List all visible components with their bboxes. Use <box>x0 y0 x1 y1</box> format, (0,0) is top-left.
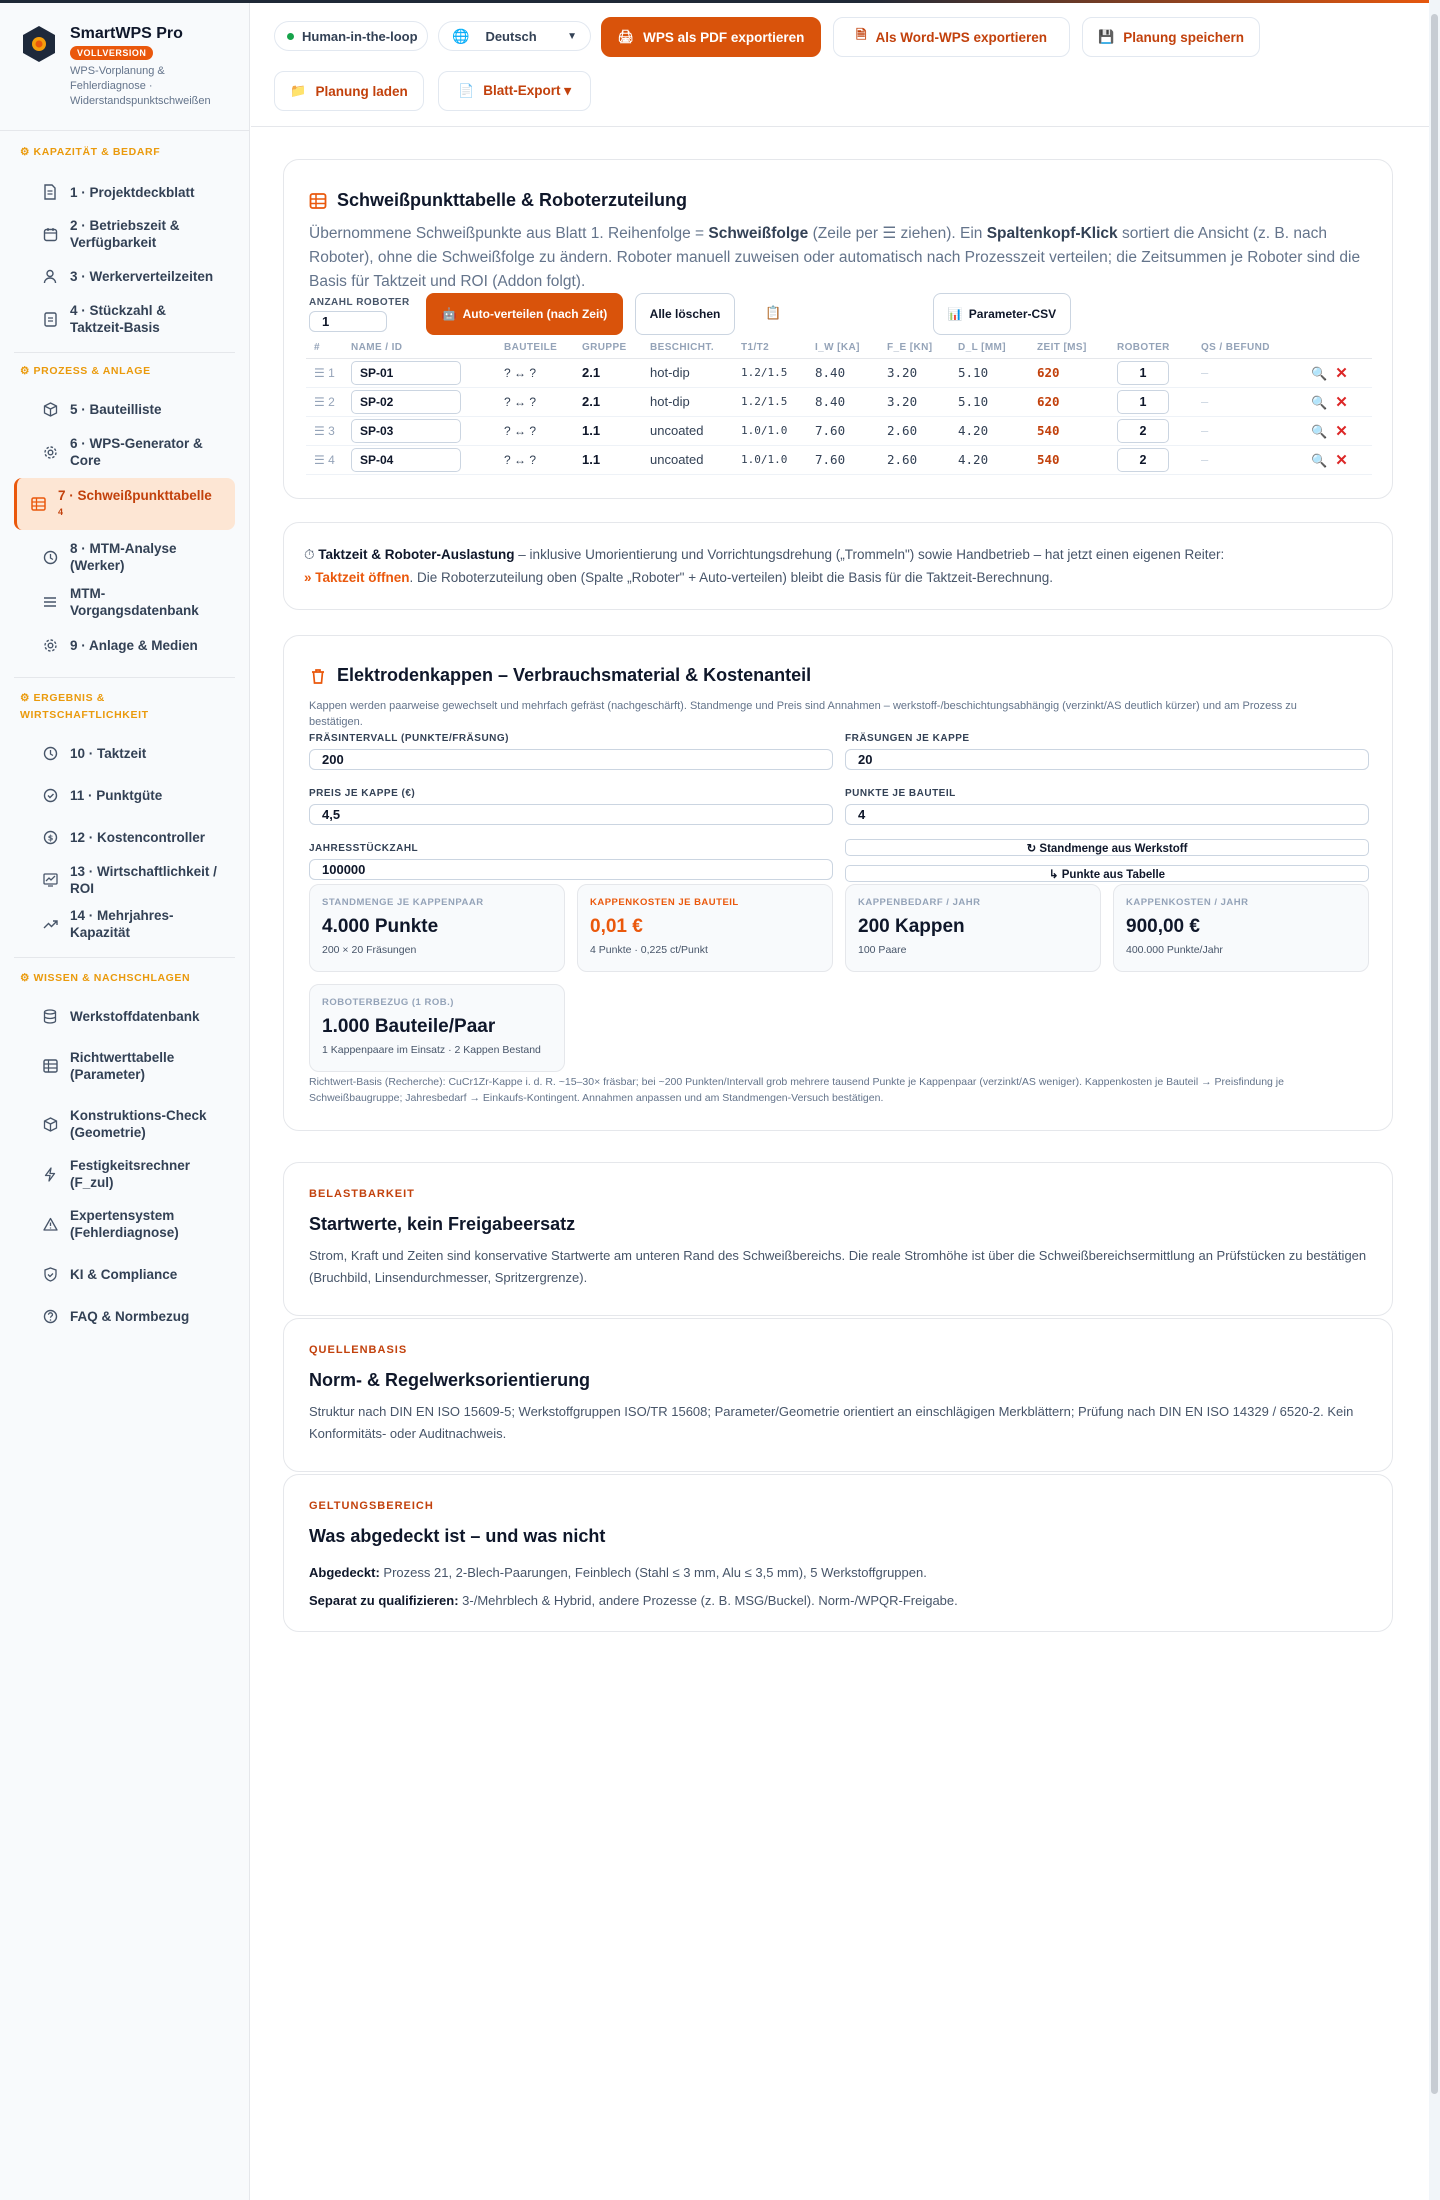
nav-item-label: 11 · Punktgüte <box>70 787 163 803</box>
clear-all-button[interactable]: Alle löschen <box>635 293 735 335</box>
logo-icon <box>22 25 56 63</box>
robot-input[interactable]: 2 <box>1117 448 1169 472</box>
qs-cell: – <box>1201 358 1311 387</box>
parts-cell: ? ↔ ? <box>504 358 582 387</box>
kpi-card <box>309 984 565 1072</box>
kpi-label: ROBOTERBEZUG (1 ROB.) <box>322 997 454 1008</box>
export-word-label: Als Word-WPS exportieren <box>875 29 1047 45</box>
time-cell: 620 <box>1037 358 1117 387</box>
clipboard-icon[interactable]: 📋 <box>765 305 782 320</box>
robot-input[interactable]: 1 <box>1117 361 1169 385</box>
points-from-table-button[interactable]: ↳ Punkte aus Tabelle <box>845 865 1369 882</box>
nav-section-title: ⚙ ERGEBNIS & WIRTSCHAFTLICHKEIT <box>20 692 149 721</box>
clipboard-icon <box>42 311 58 327</box>
diameter-cell: 4.20 <box>958 416 1037 445</box>
nav-item-label: 10 · Taktzeit <box>70 745 147 761</box>
nav-item-bauteilliste[interactable] <box>14 388 235 430</box>
field-label: PREIS JE KAPPE (€) <box>309 788 416 799</box>
field-label: FRÄSUNGEN JE KAPPE <box>845 733 970 744</box>
nav-item-label: Festigkeitsrechner (F_zul) <box>70 1158 191 1190</box>
brand-block <box>0 3 249 131</box>
caps-note: Richtwert-Basis (Recherche): CuCr1Zr-Kappe i. d. R. ~15–30× fräsbar; bei ~200 Punkten/Intervall grob mehrere tausend Punkte je Kappenpaar (verzinkt/AS weniger). Kappenkosten je Bauteil → Preisfindung je Schweißbaugruppe; Jahresbedarf → Einkaufs-Kontingent. Annahmen anpassen und am Standmengen-Versuch bestätigen. <box>309 1076 1284 1104</box>
points-card <box>283 159 1393 499</box>
robot-input[interactable]: 1 <box>1117 390 1169 414</box>
caps-intro: Kappen werden paarweise gewechselt und mehrfach gefräst (nachgeschärft). Standmenge und Preis sind Annahmen – werkstoff-/beschichtungsabhängig (verzinkt/AS deutlich kürzer) und am Prozess zu bestätigen. <box>309 700 1297 728</box>
robot-icon: 🤖 <box>441 307 457 321</box>
desc-bold: Spaltenkopf-Klick <box>986 225 1118 242</box>
diameter-cell: 4.20 <box>958 445 1037 474</box>
kpi-value: 200 Kappen <box>858 916 965 937</box>
kpi-sub: 400.000 Punkte/Jahr <box>1126 944 1223 956</box>
kpi-value: 0,01 € <box>590 916 643 937</box>
nav-item-taktzeit[interactable] <box>14 732 235 774</box>
nav-item-schweisspunkttabelle[interactable] <box>14 478 235 530</box>
app-subtitle: WPS-Vorplanung & Fehlerdiagnose · Widerstandspunktschweißen <box>70 65 211 107</box>
qs-cell: – <box>1201 416 1311 445</box>
folder-icon: 📁 <box>290 83 307 98</box>
auto-distribute-button[interactable] <box>426 293 623 335</box>
info-title: Startwerte, kein Freigabeersatz <box>309 1214 576 1234</box>
nav-section-title: ⚙ WISSEN & NACHSCHLAGEN <box>20 972 191 984</box>
info-bold: Abgedeckt: <box>309 1565 380 1580</box>
thickness-cell: 1.2/1.5 <box>741 358 815 387</box>
dollar-icon <box>42 829 58 845</box>
parameter-csv-button[interactable] <box>933 293 1071 335</box>
name-input[interactable]: SP-01 <box>351 361 461 385</box>
scrollbar-thumb[interactable] <box>1431 14 1438 2094</box>
col-header-actions <box>1311 337 1372 358</box>
nav-item-kostencontroller[interactable] <box>14 816 235 858</box>
nav-item-mehrjahres-kapazitaet[interactable] <box>14 902 235 946</box>
force-cell: 3.20 <box>887 358 958 387</box>
nav-item-wps-generator[interactable] <box>14 430 235 474</box>
info-title: Was abgedeckt ist – und was nicht <box>309 1526 606 1546</box>
nav-item-wirtschaftlichkeit[interactable] <box>14 858 235 902</box>
table-row[interactable] <box>306 358 1372 387</box>
field-label: PUNKTE JE BAUTEIL <box>845 788 956 799</box>
nav-item-label: 12 · Kostencontroller <box>70 829 206 845</box>
nav-item-label: FAQ & Normbezug <box>70 1308 190 1324</box>
kpi-value: 900,00 € <box>1126 916 1200 937</box>
chevron-down-icon: ▼ <box>567 30 577 42</box>
row-number: 3 <box>328 423 335 438</box>
kpi-sub: 200 × 20 Fräsungen <box>322 944 417 956</box>
clock-icon <box>42 549 58 565</box>
load-plan-button[interactable] <box>274 71 424 111</box>
desc-part: Übernommene Schweißpunkte aus Blatt 1. Reihenfolge = <box>309 225 709 242</box>
caps-card-header <box>309 665 811 686</box>
trend-up-icon <box>42 916 58 932</box>
group-cell: 1.1 <box>582 445 650 474</box>
lightning-icon <box>42 1166 58 1182</box>
nav-item-label: 7 · Schweißpunkttabelle <box>58 488 212 503</box>
name-input[interactable]: SP-02 <box>351 390 461 414</box>
toolbar <box>251 3 1429 127</box>
nav-item-label: Expertensystem (Fehlerdiagnose) <box>70 1208 179 1240</box>
current-cell: 8.40 <box>815 358 887 387</box>
delete-icon[interactable]: ✕ <box>1335 422 1348 440</box>
takt-bold: Taktzeit & Roboter-Auslastung <box>318 547 515 562</box>
kpi-card <box>1113 884 1369 972</box>
takt-text2: . Die Roboterzuteilung oben (Spalte „Roboter" + Auto-verteilen) bleibt die Basis für die Taktzeit-Berechnung. <box>409 570 1054 585</box>
floppy-disk-icon: 💾 <box>1098 29 1115 44</box>
warning-icon <box>42 1216 58 1232</box>
nav-section-title: ⚙ PROZESS & ANLAGE <box>20 365 151 377</box>
save-plan-label: Planung speichern <box>1123 29 1244 45</box>
mode-label: Human-in-the-loop <box>302 28 418 44</box>
info-card-belastbarkeit <box>283 1162 1393 1316</box>
table-header-row <box>306 337 1372 358</box>
col-header[interactable]: BAUTEILE <box>504 337 582 358</box>
info-eyebrow: QUELLENBASIS <box>309 1344 408 1356</box>
nav-item-mtm-vorgangsdatenbank[interactable] <box>14 580 235 624</box>
takt-text: – inklusive Umorientierung und Vorrichtungsdrehung („Trommeln") sowie Handbetrieb – hat jetzt einen eigenen Reiter: <box>514 547 1225 562</box>
col-header[interactable]: ROBOTER <box>1117 337 1201 358</box>
nav-item-label: MTM-Vorgangsdatenbank <box>70 586 199 618</box>
coating-cell: hot-dip <box>650 358 741 387</box>
inspect-icon[interactable]: 🔍 <box>1311 452 1328 468</box>
nav-item-expertensystem[interactable] <box>14 1195 235 1253</box>
nav-item-label: 1 · Projektdeckblatt <box>70 184 195 200</box>
nav-item-stueckzahl[interactable] <box>14 297 235 341</box>
sheet-export-button[interactable] <box>438 71 591 111</box>
nav-item-label: 14 · Mehrjahres-Kapazität <box>70 908 174 940</box>
force-cell: 2.60 <box>887 445 958 474</box>
nav-item-sub: 4 <box>58 507 64 517</box>
nav-item-label: 5 · Bauteilliste <box>70 401 162 417</box>
nav-section-title: ⚙ KAPAZITÄT & BEDARF <box>20 146 161 158</box>
info-eyebrow: GELTUNGSBEREICH <box>309 1500 434 1512</box>
kpi-sub: 100 Paare <box>858 944 907 956</box>
time-cell: 540 <box>1037 445 1117 474</box>
export-pdf-label: WPS als PDF exportieren <box>643 29 805 45</box>
inspect-icon[interactable]: 🔍 <box>1311 423 1328 439</box>
nav-item-projektdeckblatt[interactable] <box>14 171 235 213</box>
nav-item-anlage-medien[interactable] <box>14 624 235 666</box>
document-icon <box>42 184 58 200</box>
help-icon <box>42 1308 58 1324</box>
coating-cell: uncoated <box>650 416 741 445</box>
svg-text:$: $ <box>47 833 53 842</box>
col-header[interactable]: ZEIT [MS] <box>1037 337 1117 358</box>
globe-icon: 🌐 <box>452 27 470 44</box>
mills-per-cap-input[interactable]: 20 <box>845 749 1369 770</box>
coating-cell: uncoated <box>650 445 741 474</box>
col-header[interactable]: NAME / ID <box>351 337 504 358</box>
open-taktzeit-link[interactable]: » Taktzeit öffnen <box>304 570 410 585</box>
kpi-sub: 1 Kappenpaare im Einsatz · 2 Kappen Bestand <box>322 1044 541 1056</box>
caps-card-title: Elektrodenkappen – Verbrauchsmaterial & Kostenanteil <box>337 665 812 685</box>
force-cell: 3.20 <box>887 387 958 416</box>
sidebar <box>0 3 250 2200</box>
kpi-label: KAPPENKOSTEN JE BAUTEIL <box>590 897 739 908</box>
user-icon <box>42 268 58 284</box>
thickness-cell: 1.0/1.0 <box>741 416 815 445</box>
chart-icon <box>42 872 58 888</box>
save-plan-button[interactable] <box>1082 17 1260 57</box>
kpi-card-highlight <box>577 884 833 972</box>
parts-cell: ? ↔ ? <box>504 445 582 474</box>
row-number: 2 <box>328 394 335 409</box>
info-eyebrow: BELASTBARKEIT <box>309 1188 415 1200</box>
sheet-export-label: Blatt-Export ▾ <box>483 83 571 98</box>
info-line: 3-/Mehrblech & Hybrid, andere Prozesse (z. B. MSG/Buckel). Norm-/WPQR-Freigabe. <box>458 1593 958 1608</box>
info-card-geltungsbereich <box>283 1474 1393 1632</box>
nav-item-label: 2 · Betriebszeit & Verfügbarkeit <box>70 218 180 250</box>
name-input[interactable]: SP-03 <box>351 419 461 443</box>
nav-item-label: KI & Compliance <box>70 1266 178 1282</box>
nav-item-label: 8 · MTM-Analyse (Werker) <box>70 541 177 573</box>
nav-item-faq[interactable] <box>14 1295 235 1337</box>
col-header[interactable]: GRUPPE <box>582 337 650 358</box>
kpi-label: KAPPENBEDARF / JAHR <box>858 897 981 908</box>
time-cell: 620 <box>1037 387 1117 416</box>
force-cell: 2.60 <box>887 416 958 445</box>
current-cell: 7.60 <box>815 445 887 474</box>
takt-note-card <box>283 522 1393 610</box>
nav-item-label: 3 · Werkerverteilzeiten <box>70 268 214 284</box>
delete-icon[interactable]: ✕ <box>1335 451 1348 469</box>
printer-icon: 🖨 <box>617 29 635 44</box>
robot-count-input[interactable]: 1 <box>309 311 387 332</box>
calendar-icon <box>42 226 58 242</box>
col-header[interactable]: D_L [MM] <box>958 337 1037 358</box>
export-word-button[interactable] <box>833 17 1070 57</box>
nav-item-werkerverteilzeiten[interactable] <box>14 255 235 297</box>
main-content <box>251 3 1429 2200</box>
check-circle-icon <box>42 787 58 803</box>
kpi-value: 1.000 Bauteile/Paar <box>322 1016 496 1037</box>
takt-note <box>304 543 1374 589</box>
nav-item-festigkeitsrechner[interactable] <box>14 1153 235 1195</box>
nav-item-werkstoffdatenbank[interactable] <box>14 995 235 1037</box>
nav-item-label: 9 · Anlage & Medien <box>70 637 198 653</box>
info-text: Strom, Kraft und Zeiten sind konservative Startwerte am unteren Rand des Schweißbereichs. Die reale Stromhöhe ist über die Schweißbereichsermittlung an Prüfstücken zu bestätigen (Bruchbild, Linsendurchmesser, Spritzergrenze). <box>309 1248 1367 1285</box>
info-card-quellenbasis <box>283 1318 1393 1472</box>
app-name: SmartWPS Pro <box>70 25 183 42</box>
scrollbar[interactable] <box>1429 0 1440 2200</box>
points-card-header <box>309 190 687 211</box>
delete-icon[interactable]: ✕ <box>1335 393 1348 411</box>
export-pdf-button[interactable] <box>601 17 821 57</box>
col-header[interactable]: # <box>306 337 351 358</box>
thickness-cell: 1.0/1.0 <box>741 445 815 474</box>
nav-item-punktguete[interactable] <box>14 774 235 816</box>
qs-cell: – <box>1201 387 1311 416</box>
document-icon: 📄 <box>458 83 475 98</box>
time-cell: 540 <box>1037 416 1117 445</box>
info-text: Struktur nach DIN EN ISO 15609-5; Werkstoffgruppen ISO/TR 15608; Parameter/Geometrie orientiert an einschlägigen Merkblättern; Prüfung nach DIN EN ISO 14329 / 6520-2. Kein Konformitäts- oder Auditnachweis. <box>309 1404 1354 1441</box>
shield-icon <box>42 1266 58 1282</box>
annual-quantity-input[interactable]: 100000 <box>309 859 833 880</box>
parameter-csv-label: Parameter-CSV <box>968 307 1057 321</box>
row-number: 4 <box>328 452 335 467</box>
list-icon <box>42 594 58 610</box>
kpi-sub: 4 Punkte · 0,225 ct/Punkt <box>590 944 708 956</box>
kpi-label: KAPPENKOSTEN / JAHR <box>1126 897 1249 908</box>
current-cell: 7.60 <box>815 416 887 445</box>
robot-input[interactable]: 2 <box>1117 419 1169 443</box>
clock-icon <box>42 745 58 761</box>
col-header[interactable]: I_W [KA] <box>815 337 887 358</box>
table-icon <box>42 1058 58 1074</box>
version-badge: VOLLVERSION <box>70 46 153 60</box>
desc-part: sortiert die Ansicht (z. B. nach Roboter), ohne die Schweißfolge zu ändern. Roboter manuell zuweisen oder automatisch nach Prozesszeit verteilen; die Zeitsummen je Roboter sind die Basis für Taktzeit und ROI (Addon folgt). <box>309 225 1361 290</box>
col-header[interactable]: QS / BEFUND <box>1201 337 1311 358</box>
lifetime-from-material-button[interactable]: ↻ Standmenge aus Werkstoff <box>845 839 1369 856</box>
trash-icon <box>309 667 327 685</box>
box-icon <box>42 1116 58 1132</box>
col-header[interactable]: T1/T2 <box>741 337 815 358</box>
info-line: Prozess 21, 2-Blech-Paarungen, Feinblech (Stahl ≤ 3 mm, Alu ≤ 3,5 mm), 5 Werkstoffgruppen. <box>379 1565 927 1580</box>
load-plan-label: Planung laden <box>315 83 408 99</box>
nav-item-richtwerttabelle[interactable] <box>14 1037 235 1095</box>
nav-item-konstruktions-check[interactable] <box>14 1095 235 1153</box>
group-cell: 2.1 <box>582 387 650 416</box>
name-input[interactable]: SP-04 <box>351 448 461 472</box>
caps-card <box>283 635 1393 1131</box>
thickness-cell: 1.2/1.5 <box>741 387 815 416</box>
mode-pill[interactable] <box>274 21 428 51</box>
box-icon <box>42 401 58 417</box>
file-icon: 🗎 <box>856 27 867 42</box>
nav-item-ki-compliance[interactable] <box>14 1253 235 1295</box>
kpi-value: 4.000 Punkte <box>322 916 439 937</box>
table-row[interactable] <box>306 387 1372 416</box>
points-per-part-input[interactable]: 4 <box>845 804 1369 825</box>
settings-icon <box>42 637 58 653</box>
database-icon <box>42 1008 58 1024</box>
field-label: JAHRESSTÜCKZAHL <box>309 843 419 854</box>
field-label: FRÄSINTERVALL (PUNKTE/FRÄSUNG) <box>309 733 509 744</box>
auto-distribute-label: Auto-verteilen (nach Zeit) <box>462 307 608 321</box>
info-bold: Separat zu qualifizieren: <box>309 1593 459 1608</box>
group-cell: 1.1 <box>582 416 650 445</box>
language-select[interactable] <box>438 21 591 51</box>
group-cell: 2.1 <box>582 358 650 387</box>
drag-handle-icon[interactable]: ☰ <box>314 452 325 467</box>
nav-item-label: 13 · Wirtschaftlichkeit / ROI <box>70 864 217 896</box>
table-row[interactable] <box>306 416 1372 445</box>
nav-item-label: 6 · WPS-Generator & Core <box>70 436 203 468</box>
table-row[interactable] <box>306 445 1372 474</box>
drag-handle-icon[interactable]: ☰ <box>314 423 325 438</box>
parts-cell: ? ↔ ? <box>504 387 582 416</box>
info-title: Norm- & Regelwerksorientierung <box>309 1370 591 1390</box>
stopwatch-icon: ⏱ <box>304 547 319 562</box>
drag-handle-icon[interactable]: ☰ <box>314 365 325 380</box>
nav-item-label: 4 · Stückzahl & Taktzeit-Basis <box>70 303 167 335</box>
status-dot <box>287 33 294 40</box>
inspect-icon[interactable]: 🔍 <box>1311 365 1328 381</box>
mill-interval-input[interactable]: 200 <box>309 749 833 770</box>
kpi-label: STANDMENGE JE KAPPENPAAR <box>322 897 484 908</box>
gear-icon <box>42 444 58 460</box>
nav-item-label: Konstruktions-Check (Geometrie) <box>70 1108 207 1140</box>
points-table <box>306 337 1372 475</box>
coating-cell: hot-dip <box>650 387 741 416</box>
col-header[interactable]: F_E [KN] <box>887 337 958 358</box>
nav-item-betriebszeit[interactable] <box>14 213 235 255</box>
table-icon <box>30 496 46 512</box>
chart-icon: 📊 <box>947 307 963 321</box>
robot-count-label: ANZAHL ROBOTER <box>309 297 410 308</box>
desc-part: (Zeile per ☰ ziehen). Ein <box>808 225 987 242</box>
qs-cell: – <box>1201 445 1311 474</box>
language-value: Deutsch <box>485 28 537 44</box>
parts-cell: ? ↔ ? <box>504 416 582 445</box>
current-cell: 8.40 <box>815 387 887 416</box>
table-icon <box>309 192 327 210</box>
nav-item-label: Richtwerttabelle (Parameter) <box>70 1050 175 1082</box>
diameter-cell: 5.10 <box>958 387 1037 416</box>
diameter-cell: 5.10 <box>958 358 1037 387</box>
inspect-icon[interactable]: 🔍 <box>1311 394 1328 410</box>
drag-handle-icon[interactable]: ☰ <box>314 394 325 409</box>
col-header[interactable]: BESCHICHT. <box>650 337 741 358</box>
info-text <box>309 1559 1367 1615</box>
delete-icon[interactable]: ✕ <box>1335 364 1348 382</box>
row-number: 1 <box>328 365 335 380</box>
points-card-title: Schweißpunkttabelle & Roboterzuteilung <box>337 190 688 210</box>
nav-item-mtm-analyse[interactable] <box>14 534 235 580</box>
kpi-card <box>845 884 1101 972</box>
nav-item-label: Werkstoffdatenbank <box>70 1008 200 1024</box>
price-per-cap-input[interactable]: 4,5 <box>309 804 833 825</box>
kpi-card <box>309 884 565 972</box>
points-description <box>309 222 1369 294</box>
desc-bold: Schweißfolge <box>708 225 809 242</box>
